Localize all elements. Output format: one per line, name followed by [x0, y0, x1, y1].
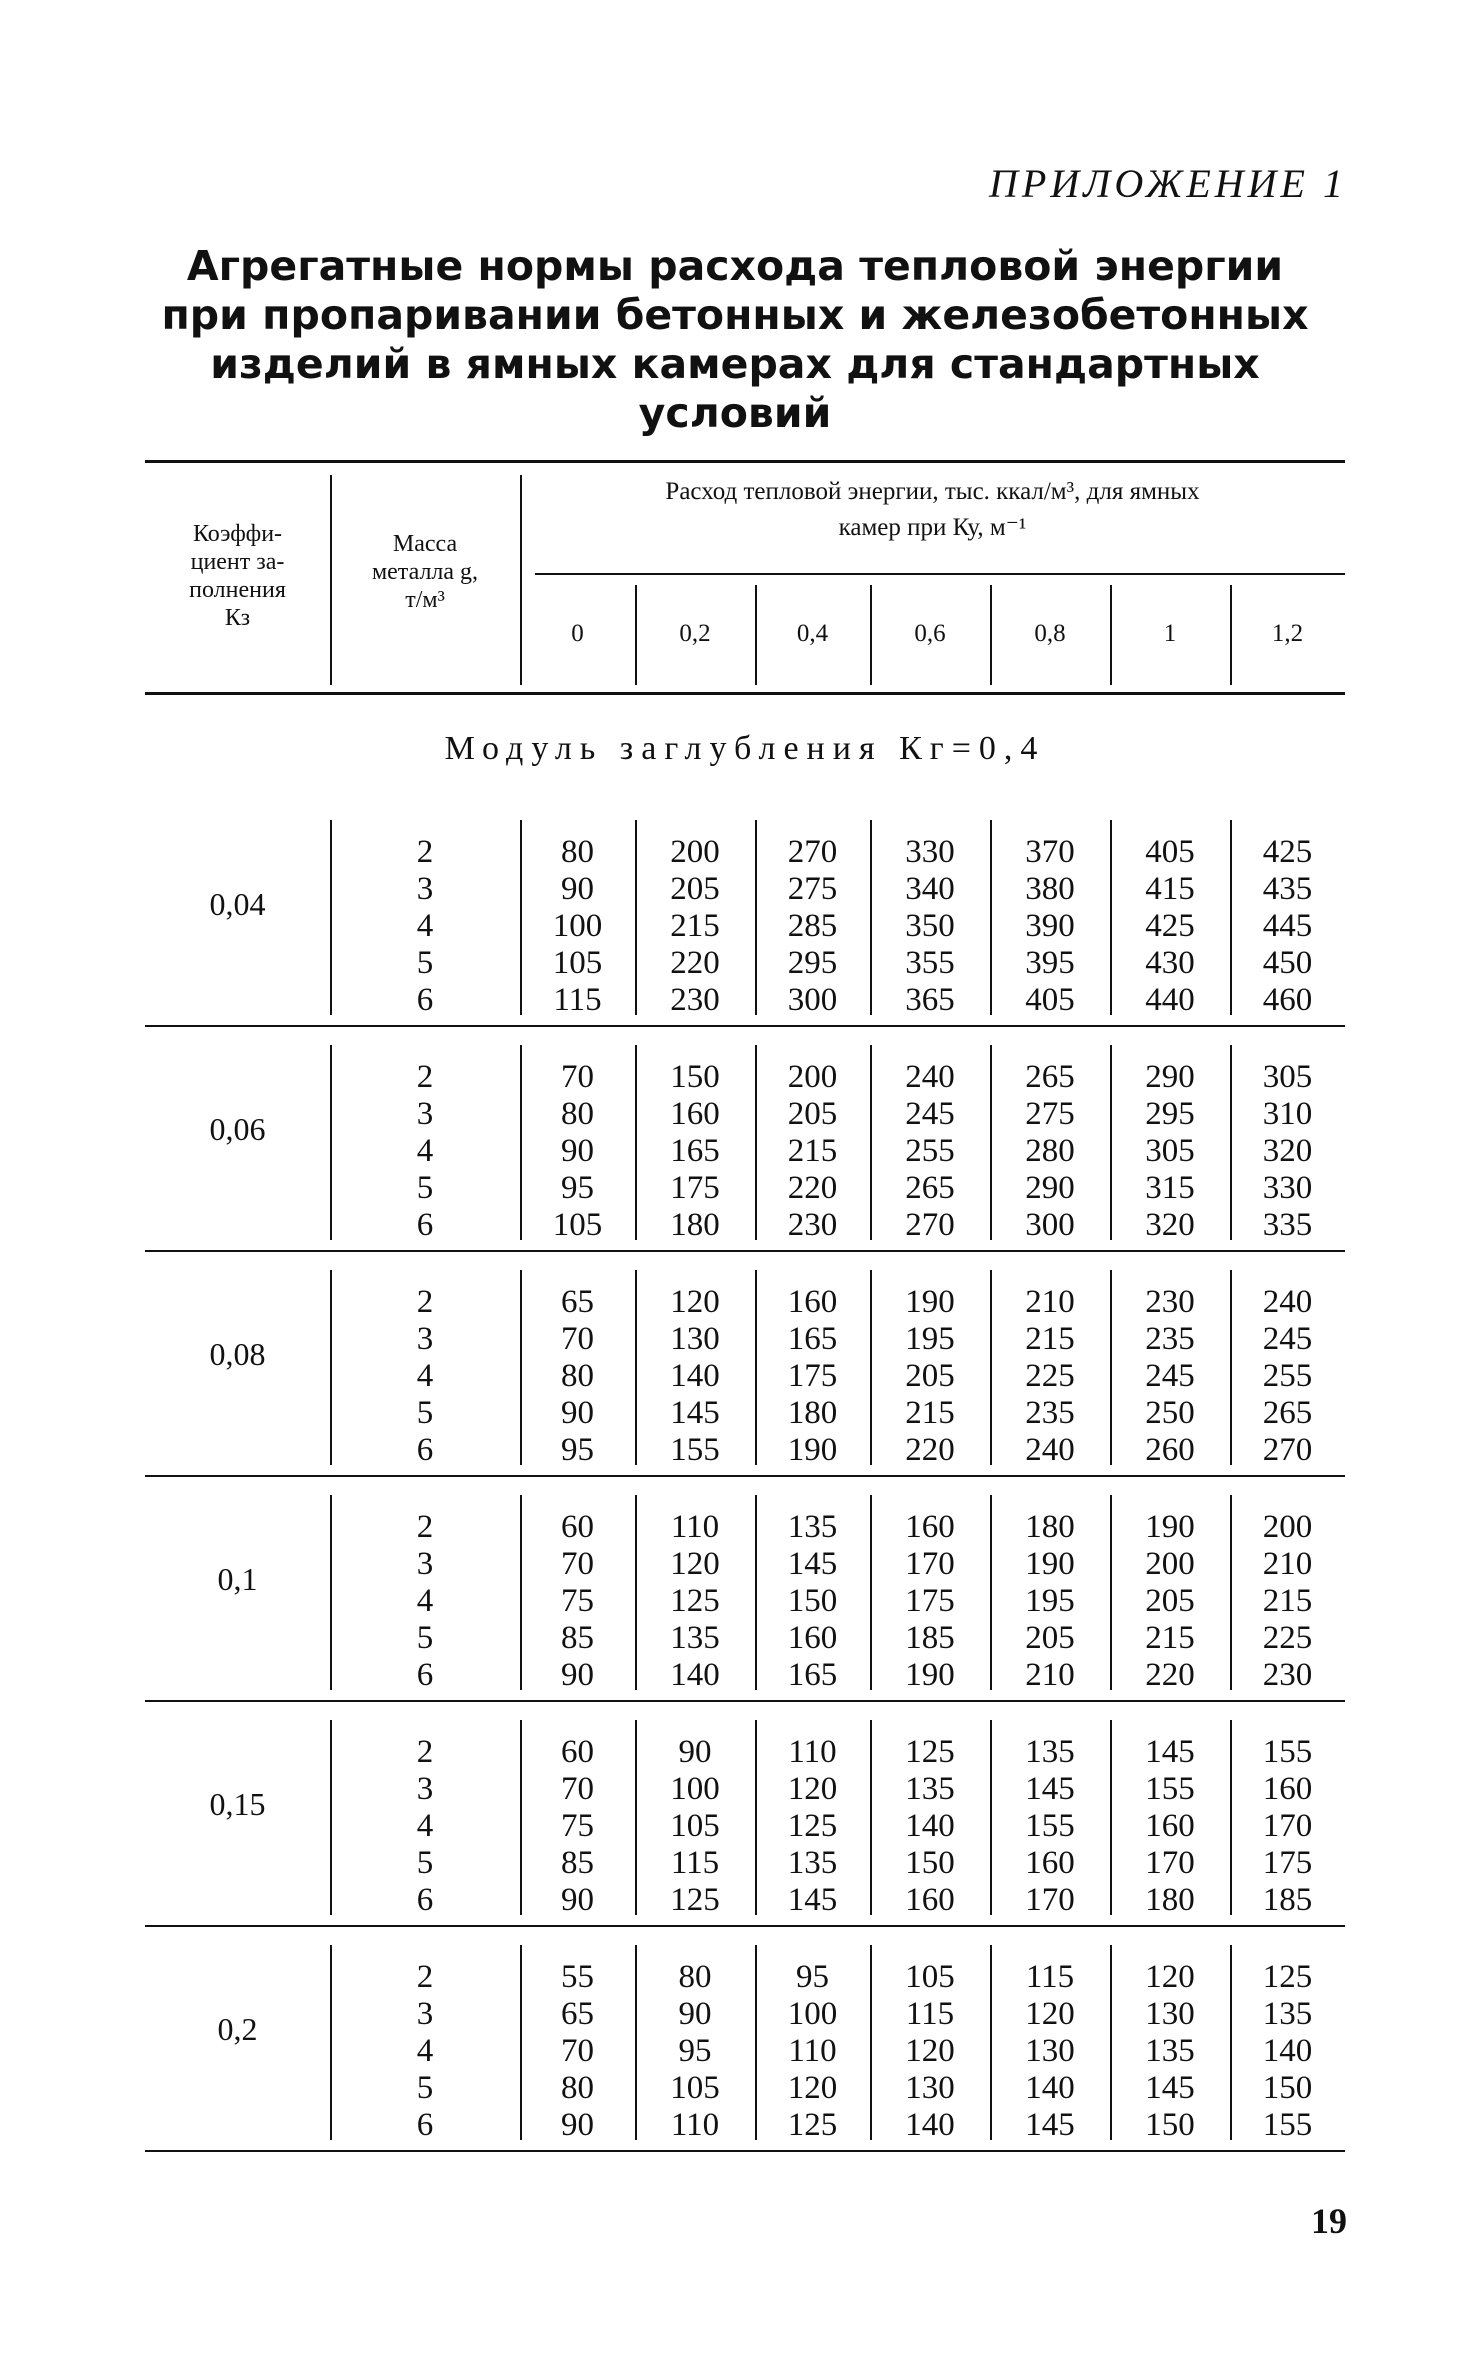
value-cell: 70: [561, 2033, 594, 2069]
value-cell: 160: [1262, 1771, 1313, 1807]
value-cell: 75: [561, 1808, 594, 1844]
value-cell: 275: [1025, 1096, 1075, 1132]
value-cell: 125: [1262, 1959, 1313, 1995]
value-cell: 115: [553, 982, 602, 1018]
value-cell: 125: [787, 1808, 838, 1844]
value-cell: 295: [1145, 1096, 1195, 1132]
value-cell: 100: [670, 1771, 720, 1807]
value-cell: 295: [787, 945, 838, 981]
value-cell: 130: [1025, 2033, 1075, 2069]
value-cell: 350: [905, 908, 955, 944]
group-rule: [145, 1475, 1345, 1477]
value-cell: 140: [905, 2107, 955, 2143]
value-cell: 335: [1262, 1207, 1313, 1243]
value-cell: 265: [905, 1170, 955, 1206]
value-cell: 195: [905, 1321, 955, 1357]
value-cell: 180: [787, 1395, 838, 1431]
kz-group: [145, 1720, 1345, 1945]
metal-mass-cell: 6: [416, 1882, 434, 1918]
page-number: 19: [1311, 2201, 1347, 2241]
value-cell: 300: [1025, 1207, 1075, 1243]
value-cell: 115: [1025, 1959, 1075, 1995]
value-cell: 425: [1262, 834, 1313, 870]
value-cell: 130: [1145, 1996, 1195, 2032]
value-cell: 60: [561, 1509, 594, 1545]
ky-divider: [1230, 585, 1232, 685]
value-cell: 80: [561, 2070, 594, 2106]
value-cell: 135: [787, 1845, 838, 1881]
value-cell: 135: [905, 1771, 955, 1807]
value-cell: 405: [1025, 982, 1075, 1018]
value-cell: 210: [1025, 1284, 1075, 1320]
kz-value: 0,1: [217, 1561, 258, 1597]
value-cell: 190: [1025, 1546, 1075, 1582]
value-cell: 105: [670, 1808, 720, 1844]
value-cell: 110: [788, 1734, 837, 1770]
value-cell: 235: [1025, 1395, 1075, 1431]
kz-group: [145, 1045, 1345, 1270]
value-cell: 120: [670, 1284, 720, 1320]
value-cell: 100: [552, 908, 603, 944]
group-rule: [145, 1025, 1345, 1027]
ky-header-cell: 0,2: [679, 620, 711, 647]
value-cell: 285: [787, 908, 838, 944]
header-heat-consumption: Расход тепловой энергии, тыс. ккал/м³, для ямных камер при Ку, м⁻¹: [665, 478, 1200, 541]
value-cell: 130: [905, 2070, 955, 2106]
ky-divider: [755, 585, 757, 685]
title-line: изделий в ямных камерах для стандартных: [210, 340, 1260, 388]
metal-mass-cell: 3: [416, 871, 434, 907]
value-cell: 200: [1262, 1509, 1313, 1545]
value-cell: 185: [1262, 1882, 1313, 1918]
value-cell: 90: [561, 1657, 594, 1693]
metal-mass-cell: 4: [416, 1133, 434, 1169]
group-rule: [145, 1250, 1345, 1252]
value-cell: 220: [905, 1432, 955, 1468]
metal-mass-cell: 3: [416, 1771, 434, 1807]
value-cell: 200: [670, 834, 720, 870]
value-cell: 85: [561, 1620, 594, 1656]
metal-mass-cell: 4: [416, 1358, 434, 1394]
value-cell: 120: [1145, 1959, 1195, 1995]
value-cell: 180: [1025, 1509, 1075, 1545]
value-cell: 80: [561, 1358, 594, 1394]
value-cell: 425: [1145, 908, 1195, 944]
value-cell: 245: [1262, 1321, 1313, 1357]
value-cell: 160: [1145, 1808, 1195, 1844]
value-cell: 165: [787, 1321, 838, 1357]
value-cell: 150: [787, 1583, 838, 1619]
value-cell: 145: [787, 1882, 838, 1918]
value-cell: 120: [787, 2070, 838, 2106]
value-cell: 165: [670, 1133, 720, 1169]
metal-mass-cell: 5: [416, 1395, 434, 1431]
value-cell: 135: [670, 1620, 720, 1656]
kz-value: 0,08: [209, 1336, 266, 1372]
value-cell: 140: [670, 1657, 720, 1693]
value-cell: 290: [1025, 1170, 1075, 1206]
value-cell: 225: [1025, 1358, 1075, 1394]
ky-divider: [635, 585, 637, 685]
value-cell: 175: [787, 1358, 838, 1394]
value-cell: 155: [1145, 1771, 1195, 1807]
value-cell: 255: [1262, 1358, 1313, 1394]
value-cell: 245: [1145, 1358, 1195, 1394]
value-cell: 205: [670, 871, 720, 907]
value-cell: 200: [1145, 1546, 1195, 1582]
value-cell: 380: [1025, 871, 1075, 907]
metal-mass-cell: 3: [416, 1996, 434, 2032]
value-cell: 125: [787, 2107, 838, 2143]
value-cell: 200: [787, 1059, 838, 1095]
value-cell: 125: [670, 1583, 720, 1619]
ky-header-cell: 1: [1163, 620, 1177, 647]
value-cell: 135: [1145, 2033, 1195, 2069]
value-cell: 195: [1025, 1583, 1075, 1619]
value-cell: 225: [1262, 1620, 1313, 1656]
value-cell: 460: [1262, 982, 1313, 1018]
value-cell: 85: [561, 1845, 594, 1881]
group-rule: [145, 1700, 1345, 1702]
value-cell: 145: [787, 1546, 838, 1582]
value-cell: 170: [905, 1546, 955, 1582]
value-cell: 220: [787, 1170, 838, 1206]
value-cell: 140: [1025, 2070, 1075, 2106]
ky-divider: [990, 585, 992, 685]
value-cell: 115: [670, 1845, 720, 1881]
metal-mass-cell: 6: [416, 1207, 434, 1243]
header-metal-mass: Масса металла g, т/м³: [371, 531, 479, 613]
value-cell: 145: [670, 1395, 720, 1431]
value-cell: 70: [561, 1771, 594, 1807]
value-cell: 215: [670, 908, 720, 944]
metal-mass-cell: 3: [416, 1546, 434, 1582]
value-cell: 280: [1025, 1133, 1075, 1169]
value-cell: 105: [552, 1207, 603, 1243]
metal-mass-cell: 2: [416, 1734, 434, 1770]
value-cell: 90: [678, 1734, 712, 1770]
value-cell: 240: [1025, 1432, 1075, 1468]
kz-value: 0,06: [209, 1111, 266, 1147]
value-cell: 120: [905, 2033, 955, 2069]
kz-group: [145, 820, 1345, 1045]
value-cell: 230: [787, 1207, 838, 1243]
value-cell: 255: [905, 1133, 955, 1169]
value-cell: 315: [1145, 1170, 1195, 1206]
value-cell: 90: [678, 1996, 712, 2032]
metal-mass-cell: 5: [416, 1845, 434, 1881]
value-cell: 95: [678, 2033, 712, 2069]
metal-mass-cell: 6: [416, 982, 434, 1018]
metal-mass-cell: 4: [416, 2033, 434, 2069]
value-cell: 160: [787, 1284, 838, 1320]
value-cell: 105: [552, 945, 603, 981]
title-line: при пропаривании бетонных и железобетонных: [161, 291, 1309, 339]
kz-value: 0,15: [209, 1786, 266, 1822]
metal-mass-cell: 2: [416, 1059, 434, 1095]
value-cell: 320: [1145, 1207, 1195, 1243]
appendix-label: ПРИЛОЖЕНИЕ 1: [989, 161, 1347, 206]
kz-value: 0,04: [209, 886, 266, 922]
value-cell: 190: [787, 1432, 838, 1468]
value-cell: 110: [670, 1509, 720, 1545]
value-cell: 150: [670, 1059, 720, 1095]
value-cell: 175: [905, 1583, 955, 1619]
metal-mass-cell: 5: [416, 945, 434, 981]
metal-mass-cell: 3: [416, 1321, 434, 1357]
value-cell: 430: [1145, 945, 1195, 981]
value-cell: 230: [670, 982, 720, 1018]
value-cell: 150: [1262, 2070, 1313, 2106]
value-cell: 110: [788, 2033, 837, 2069]
value-cell: 365: [905, 982, 955, 1018]
kz-group: [145, 1945, 1345, 2170]
value-cell: 405: [1145, 834, 1195, 870]
value-cell: 190: [1145, 1509, 1195, 1545]
value-cell: 340: [905, 871, 955, 907]
kz-group: [145, 1495, 1345, 1720]
value-cell: 140: [905, 1808, 955, 1844]
value-cell: 370: [1025, 834, 1075, 870]
value-cell: 275: [787, 871, 838, 907]
value-cell: 450: [1262, 945, 1313, 981]
value-cell: 140: [670, 1358, 720, 1394]
value-cell: 215: [905, 1395, 955, 1431]
value-cell: 125: [905, 1734, 955, 1770]
ky-header-cell: 1,2: [1271, 620, 1304, 647]
value-cell: 160: [787, 1620, 838, 1656]
value-cell: 135: [1262, 1996, 1313, 2032]
value-cell: 205: [787, 1096, 838, 1132]
value-cell: 170: [1025, 1882, 1075, 1918]
header-kz: Коэффи- циент за- полнения Кз: [189, 521, 286, 631]
ky-divider: [1110, 585, 1112, 685]
value-cell: 270: [905, 1207, 955, 1243]
value-cell: 230: [1262, 1657, 1313, 1693]
value-cell: 415: [1145, 871, 1195, 907]
metal-mass-cell: 6: [416, 1432, 434, 1468]
value-cell: 435: [1262, 871, 1313, 907]
value-cell: 220: [1145, 1657, 1195, 1693]
value-cell: 190: [905, 1284, 955, 1320]
value-cell: 160: [670, 1096, 720, 1132]
value-cell: 230: [1145, 1284, 1195, 1320]
value-cell: 215: [1262, 1583, 1313, 1619]
kz-value: 0,2: [217, 2011, 258, 2047]
value-cell: 120: [1025, 1996, 1075, 2032]
value-cell: 70: [561, 1546, 594, 1582]
metal-mass-cell: 5: [416, 1620, 434, 1656]
value-cell: 80: [561, 1096, 594, 1132]
value-cell: 155: [1262, 2107, 1313, 2143]
value-cell: 190: [905, 1657, 955, 1693]
value-cell: 215: [1145, 1620, 1195, 1656]
value-cell: 65: [561, 1996, 594, 2032]
value-cell: 330: [1262, 1170, 1313, 1206]
value-cell: 155: [1262, 1734, 1313, 1770]
group-rule: [145, 2150, 1345, 2152]
value-cell: 75: [561, 1583, 594, 1619]
value-cell: 300: [787, 982, 838, 1018]
ky-header-cell: 0,4: [796, 620, 829, 647]
value-cell: 310: [1262, 1096, 1313, 1132]
metal-mass-cell: 4: [416, 908, 434, 944]
value-cell: 170: [1145, 1845, 1195, 1881]
metal-mass-cell: 2: [416, 1959, 434, 1995]
value-cell: 95: [561, 1170, 594, 1206]
value-cell: 105: [670, 2070, 720, 2106]
value-cell: 160: [905, 1882, 955, 1918]
value-cell: 440: [1145, 982, 1195, 1018]
value-cell: 180: [670, 1207, 720, 1243]
value-cell: 90: [561, 1395, 594, 1431]
value-cell: 290: [1145, 1059, 1195, 1095]
value-cell: 165: [787, 1657, 838, 1693]
value-cell: 90: [561, 2107, 594, 2143]
value-cell: 265: [1262, 1395, 1313, 1431]
metal-mass-cell: 2: [416, 834, 434, 870]
value-cell: 215: [787, 1133, 838, 1169]
kz-group: [145, 1270, 1345, 1495]
value-cell: 210: [1025, 1657, 1075, 1693]
value-cell: 115: [905, 1996, 955, 2032]
metal-mass-cell: 4: [416, 1583, 434, 1619]
value-cell: 355: [905, 945, 955, 981]
title-line: условий: [638, 389, 832, 437]
value-cell: 95: [796, 1959, 829, 1995]
value-cell: 330: [905, 834, 955, 870]
value-cell: 180: [1145, 1882, 1195, 1918]
value-cell: 150: [905, 1845, 955, 1881]
value-cell: 240: [1262, 1284, 1313, 1320]
ky-header-cell: 0,6: [914, 620, 946, 647]
value-cell: 160: [1025, 1845, 1075, 1881]
value-cell: 270: [1262, 1432, 1313, 1468]
metal-mass-cell: 5: [416, 2070, 434, 2106]
value-cell: 155: [670, 1432, 720, 1468]
ky-header-cell: 0,8: [1034, 620, 1066, 647]
value-cell: 205: [1025, 1620, 1075, 1656]
value-cell: 270: [787, 834, 838, 870]
value-cell: 210: [1262, 1546, 1313, 1582]
value-cell: 140: [1262, 2033, 1313, 2069]
value-cell: 265: [1025, 1059, 1075, 1095]
metal-mass-cell: 6: [416, 1657, 434, 1693]
page-title: [150, 242, 1320, 438]
value-cell: 250: [1145, 1395, 1195, 1431]
value-cell: 215: [1025, 1321, 1075, 1357]
value-cell: 110: [670, 2107, 720, 2143]
title-line: Агрегатные нормы расхода тепловой энергии: [186, 242, 1284, 290]
ky-header-cell: 0: [571, 620, 584, 647]
value-cell: 240: [905, 1059, 955, 1095]
value-cell: 90: [561, 1882, 594, 1918]
header-bottom-rule: [145, 692, 1345, 695]
value-cell: 205: [1145, 1583, 1195, 1619]
metal-mass-cell: 6: [416, 2107, 434, 2143]
value-cell: 305: [1262, 1059, 1313, 1095]
value-cell: 220: [670, 945, 720, 981]
value-cell: 235: [1145, 1321, 1195, 1357]
value-cell: 120: [670, 1546, 720, 1582]
value-cell: 135: [787, 1509, 838, 1545]
value-cell: 80: [561, 834, 594, 870]
value-cell: 105: [905, 1959, 955, 1995]
group-rule: [145, 1925, 1345, 1927]
value-cell: 145: [1025, 2107, 1075, 2143]
metal-mass-cell: 2: [416, 1284, 434, 1320]
metal-mass-cell: 3: [416, 1096, 434, 1132]
value-cell: 320: [1262, 1133, 1313, 1169]
metal-mass-cell: 4: [416, 1808, 434, 1844]
value-cell: 170: [1262, 1808, 1313, 1844]
value-cell: 55: [561, 1959, 594, 1995]
value-cell: 160: [905, 1509, 955, 1545]
value-cell: 445: [1262, 908, 1313, 944]
value-cell: 145: [1145, 2070, 1195, 2106]
value-cell: 175: [670, 1170, 720, 1206]
value-cell: 95: [561, 1432, 594, 1468]
value-cell: 130: [670, 1321, 720, 1357]
value-cell: 60: [561, 1734, 594, 1770]
value-cell: 185: [905, 1620, 955, 1656]
value-cell: 390: [1025, 908, 1075, 944]
metal-mass-cell: 5: [416, 1170, 434, 1206]
value-cell: 90: [561, 1133, 594, 1169]
value-cell: 245: [905, 1096, 955, 1132]
value-cell: 65: [561, 1284, 594, 1320]
value-cell: 70: [561, 1321, 594, 1357]
value-cell: 80: [678, 1959, 712, 1995]
value-cell: 145: [1025, 1771, 1075, 1807]
value-cell: 260: [1145, 1432, 1195, 1468]
value-cell: 305: [1145, 1133, 1195, 1169]
value-cell: 120: [787, 1771, 838, 1807]
table-top-rule: [145, 460, 1345, 463]
value-cell: 125: [670, 1882, 720, 1918]
value-cell: 90: [561, 871, 594, 907]
metal-mass-cell: 2: [416, 1509, 434, 1545]
value-cell: 150: [1145, 2107, 1195, 2143]
value-cell: 100: [787, 1996, 838, 2032]
value-cell: 395: [1025, 945, 1075, 981]
value-cell: 175: [1262, 1845, 1313, 1881]
value-cell: 205: [905, 1358, 955, 1394]
ky-divider: [870, 585, 872, 685]
value-cell: 155: [1025, 1808, 1075, 1844]
value-cell: 135: [1025, 1734, 1075, 1770]
subheader-rule: [535, 573, 1345, 575]
module-label: Модуль заглубления Кг=0,4: [444, 730, 1046, 767]
value-cell: 145: [1145, 1734, 1195, 1770]
value-cell: 70: [561, 1059, 594, 1095]
